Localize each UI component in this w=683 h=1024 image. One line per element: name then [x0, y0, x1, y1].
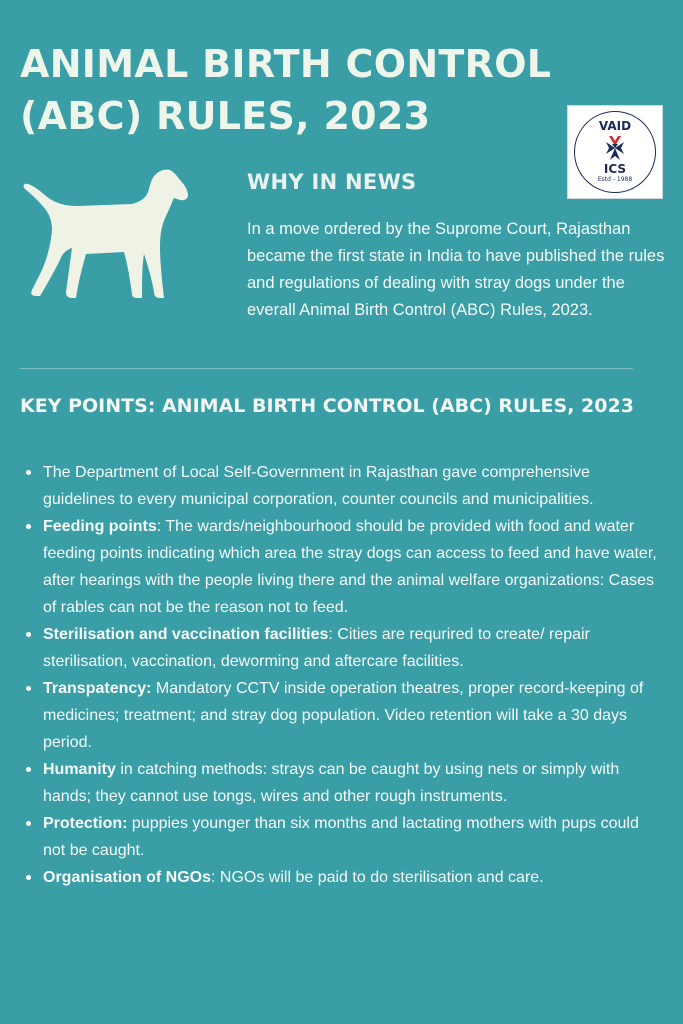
vaid-ics-logo-icon	[600, 134, 630, 162]
why-in-news-heading: WHY IN NEWS	[247, 170, 417, 194]
key-point-title: Protection:	[43, 815, 128, 832]
key-point-title: Transpatency:	[43, 680, 152, 697]
key-point-title: Organisation of NGOs	[43, 869, 212, 886]
list-item	[24, 459, 664, 513]
vaid-ics-logo	[567, 105, 663, 199]
key-point-text: : The wards/neighbourhood should be provided with food and water feeding points indicating which area the stray dogs can access to feed and have water, after hearings with the people living there and the animal welfare organizations: Cases of rables can not be the reason not to feed.	[43, 518, 657, 616]
section-divider	[20, 368, 633, 369]
key-points-heading: KEY POINTS: ANIMAL BIRTH CONTROL (ABC) RULES, 2023	[20, 395, 634, 417]
key-point-title: Sterilisation and vaccination facilities	[43, 626, 329, 643]
list-item	[24, 675, 664, 756]
key-point-text: : Cities are requrired to create/ repair sterilisation, vaccination, deworming and aftercare facilities.	[43, 626, 590, 670]
list-item	[24, 621, 664, 675]
list-item	[24, 756, 664, 810]
logo-bottom-text: ICS	[603, 162, 627, 176]
list-item	[24, 513, 664, 621]
logo-top-text: VAID	[598, 119, 632, 133]
key-point-text: puppies younger than six months and lactating mothers with pups could not be caught.	[43, 815, 639, 859]
list-item	[24, 810, 664, 864]
logo-est-text: Estd - 1988	[597, 176, 633, 183]
key-point-title: Feeding points	[43, 518, 157, 535]
key-points-list	[24, 459, 664, 891]
dog-silhouette-icon	[20, 162, 196, 308]
key-point-text: : NGOs will be paid to do sterilisation and care.	[211, 869, 544, 886]
why-in-news-text: In a move ordered by the Suprome Court, Rajasthan became the first state in India to have published the rules and regulations of dealing with stray dogs under the everall Animal Birth Control (ABC) Rules, 2023.	[247, 220, 665, 319]
logo-circle	[574, 111, 656, 193]
key-point-title: Humanity	[43, 761, 116, 778]
page-title: ANIMAL BIRTH CONTROL (ABC) RULES, 2023	[20, 42, 552, 138]
key-point-text: in catching methods: strays can be caught by using nets or simply with hands; they cannot use tongs, wires and other rough instruments.	[43, 761, 620, 805]
key-point-text: Mandatory CCTV inside operation theatres, proper record-keeping of medicines; treatment; and stray dog population. Video retention will take a 30 days period.	[43, 680, 644, 751]
list-item	[24, 864, 664, 891]
key-point-text: The Department of Local Self-Government in Rajasthan gave comprehensive guidelines to every municipal corporation, counter councils and municipalities.	[43, 464, 594, 508]
